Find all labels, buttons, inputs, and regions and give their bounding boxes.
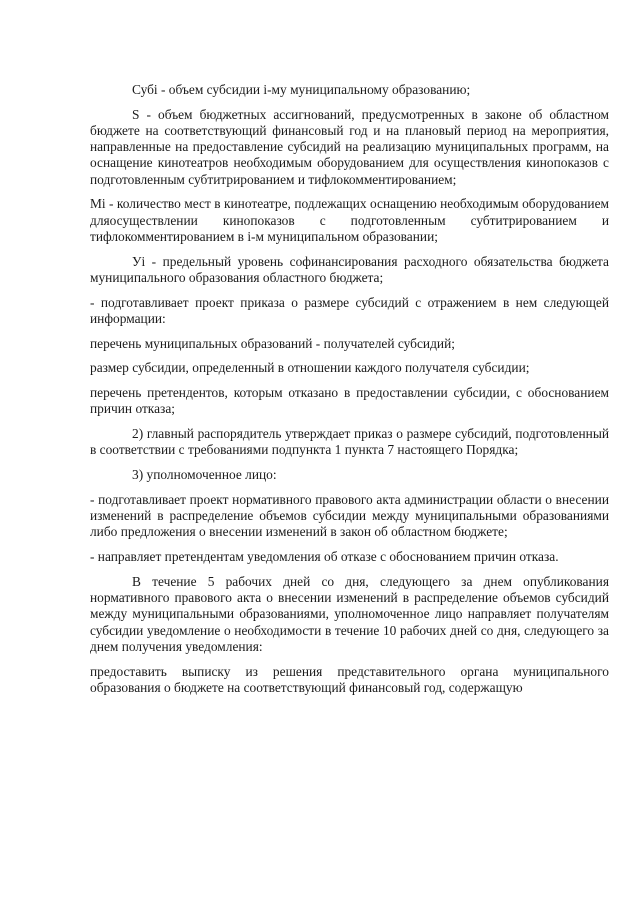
paragraph-provide-extract: предоставить выписку из решения представительного органа муниципального образования о бюджете на соответствующий финансовый год, содержащую [90, 663, 609, 695]
paragraph-five-days: В течение 5 рабочих дней со дня, следующего за днем опубликования нормативного правового акта о внесении изменений в распределение объемов субсидий между муниципальными образованиями, уполномоченное лицо направляет получателям субсидии уведомление о необходимости в течение 10 рабочих дней со дня, следующего за днем получения уведомления: [90, 574, 609, 654]
paragraph-yi-definition: Уі - предельный уровень софинансирования расходного обязательства бюджета муниципального образования областного бюджета; [90, 253, 609, 285]
paragraph-item-3: 3) уполномоченное лицо: [132, 467, 277, 483]
paragraph-subi-definition: Субі - объем субсидии і-му муниципальному образованию; [132, 82, 471, 97]
paragraph-send-refusals: - направляет претендентам уведомления об отказе с обоснованием причин отказа. [90, 549, 559, 565]
paragraph-mi-definition: Мі - количество мест в кинотеатре, подлежащих оснащению необходимым оборудованием дляосуществлении кинопоказов с подготовленным субтитрированием и тифлокомментированием в і-м муниципальном образовании; [90, 196, 609, 244]
paragraph-prepare-order: - подготавливает проект приказа о размере субсидий с отражением в нем следующей информации: [90, 294, 609, 326]
paragraph-refused-applicants: перечень претендентов, которым отказано в предоставлении субсидии, с обоснованием причин отказа; [90, 385, 609, 417]
paragraph-subsidy-size: размер субсидии, определенный в отношении каждого получателя субсидии; [90, 360, 530, 376]
paragraph-prepare-legal-act: - подготавливает проект нормативного правового акта администрации области о внесении изменений в распределение объемов субсидии между муниципальными образованиями либо предложения о внесении изменений в закон об областном бюджете; [90, 492, 609, 540]
paragraph-item-2: 2) главный распорядитель утверждает приказ о размере субсидий, подготовленный в соответствии с требованиями подпункта 1 пункта 7 настоящего Порядка; [90, 426, 609, 458]
paragraph-s-definition: S - объем бюджетных ассигнований, предусмотренных в законе об областном бюджете на соответствующий финансовый год и на плановый период на мероприятия, направленные на предоставление субсидий на реализацию муниципальных программ, на оснащение кинотеатров необходимым оборудованием для осуществления кинопоказов с подготовленным субтитрированием и тифлокомментированием; [90, 106, 609, 187]
document-page [90, 82, 609, 696]
paragraph-list-recipients: перечень муниципальных образований - получателей субсидий; [90, 335, 455, 351]
